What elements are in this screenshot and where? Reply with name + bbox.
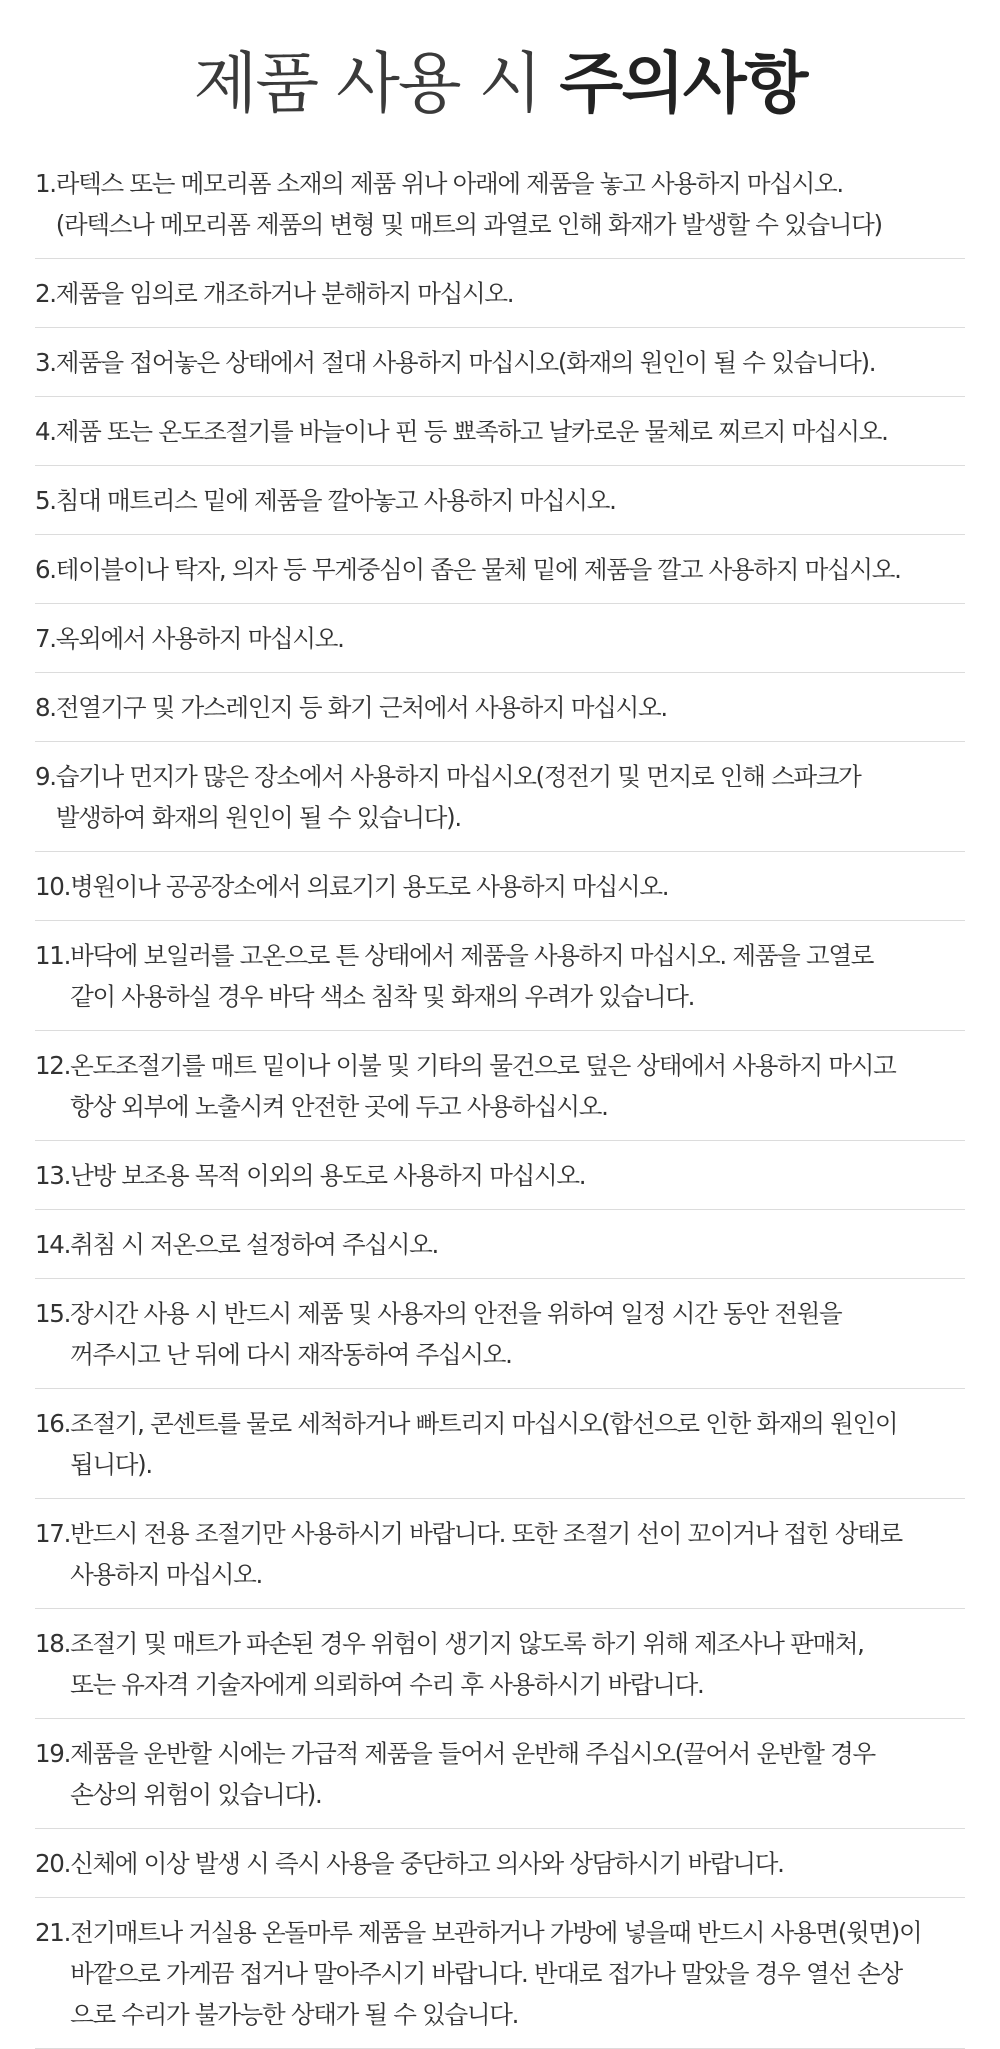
item-text [70,1513,965,1595]
item-text [70,1155,965,1196]
list-item [35,852,965,921]
list-item [35,1499,965,1609]
item-number: 21. [35,1918,71,1947]
item-text-line: 전기매트나 거실용 온돌마루 제품을 보관하거나 가방에 넣을때 반드시 사용면(윗면)이 [70,1918,922,1947]
item-text-line: (라텍스나 메모리폼 제품의 변형 및 매트의 과열로 인해 화재가 발생할 수 있습니다) [55,210,882,239]
list-item [35,259,965,328]
item-number: 20. [35,1849,71,1878]
list-item [35,149,965,259]
list-item [35,535,965,604]
item-text-line: 옥외에서 사용하지 마십시오. [55,624,344,653]
item-text-line: 온도조절기를 매트 밑이나 이불 및 기타의 물건으로 덮은 상태에서 사용하지 마시고 [70,1051,896,1080]
list-item [35,328,965,397]
list-item [35,1141,965,1210]
item-text-line: 조절기 및 매트가 파손된 경우 위험이 생기지 않도록 하기 위해 제조사나 판매처, [70,1629,864,1658]
item-text [70,1912,965,2035]
item-text [56,756,965,838]
list-item [35,1719,965,1829]
item-number: 17. [35,1519,71,1548]
list-item [35,1898,965,2049]
item-text [70,1224,965,1265]
page-title [35,0,965,130]
item-text [56,618,965,659]
item-number: 19. [35,1739,71,1768]
item-text-line: 반드시 전용 조절기만 사용하시기 바랍니다. 또한 조절기 선이 꼬이거나 접힌 상태로 [70,1519,902,1548]
list-item [35,1829,965,1898]
item-text-line: 사용하지 마십시오. [70,1560,262,1589]
list-item [35,1031,965,1141]
list-item [35,397,965,466]
item-text-line: 항상 외부에 노출시켜 안전한 곳에 두고 사용하십시오. [70,1092,608,1121]
item-text-line: 바닥에 보일러를 고온으로 튼 상태에서 제품을 사용하지 마십시오. 제품을 고열로 [70,941,874,970]
item-number: 6. [35,555,56,584]
item-text-line: 제품을 임의로 개조하거나 분해하지 마십시오. [55,279,514,308]
item-number: 16. [35,1409,71,1438]
item-number: 2. [35,279,56,308]
item-text-line: 난방 보조용 목적 이외의 용도로 사용하지 마십시오. [70,1161,586,1190]
item-number: 1. [35,169,56,198]
item-number: 8. [35,693,56,722]
item-number: 18. [35,1629,71,1658]
item-text [56,480,965,521]
item-number: 14. [35,1230,71,1259]
item-text-line: 제품을 접어놓은 상태에서 절대 사용하지 마십시오(화재의 원인이 될 수 있습니다). [55,348,876,377]
item-number: 3. [35,348,56,377]
item-text-line: 제품 또는 온도조절기를 바늘이나 핀 등 뾰족하고 날카로운 물체로 찌르지 마십시오. [55,417,888,446]
item-number: 11. [35,941,71,970]
item-text-line: 병원이나 공공장소에서 의료기기 용도로 사용하지 마십시오. [70,872,669,901]
page-title-light: 제품 사용 시 [193,45,560,122]
item-number: 15. [35,1299,71,1328]
item-number: 5. [35,486,56,515]
item-text [70,1843,965,1884]
list-item [35,1279,965,1389]
list-item [35,604,965,673]
item-text-line: 전열기구 및 가스레인지 등 화기 근처에서 사용하지 마십시오. [55,693,667,722]
list-item [35,1389,965,1499]
item-text [70,935,965,1017]
item-text-line: 침대 매트리스 밑에 제품을 깔아놓고 사용하지 마십시오. [55,486,616,515]
item-text-line: 습기나 먼지가 많은 장소에서 사용하지 마십시오(정전기 및 먼지로 인해 스파크가 [55,762,861,791]
item-text [56,687,965,728]
item-text-line: 취침 시 저온으로 설정하여 주십시오. [70,1230,439,1259]
item-text [70,1403,965,1485]
item-number: 12. [35,1051,71,1080]
item-text-line: 라텍스 또는 메모리폼 소재의 제품 위나 아래에 제품을 놓고 사용하지 마십시오. [55,169,843,198]
list-item [35,1210,965,1279]
item-text [56,163,965,245]
item-text-line: 바깥으로 가게끔 접거나 말아주시기 바랍니다. 반대로 접가나 말았을 경우 열선 손상 [70,1959,902,1988]
item-text [56,342,965,383]
list-item [35,1609,965,1719]
page-title-bold: 주의사항 [559,45,807,122]
list-item [35,466,965,535]
item-text-line: 으로 수리가 불가능한 상태가 될 수 있습니다. [70,2000,519,2029]
item-number: 7. [35,624,56,653]
item-number: 9. [35,762,56,791]
item-text [56,549,965,590]
item-text-line: 제품을 운반할 시에는 가급적 제품을 들어서 운반해 주십시오(끌어서 운반할 경우 [70,1739,875,1768]
item-text [70,1293,965,1375]
item-number: 4. [35,417,56,446]
item-text-line: 조절기, 콘센트를 물로 세척하거나 빠트리지 마십시오(합선으로 인한 화재의 원인이 [70,1409,898,1438]
item-text [70,1733,965,1815]
item-text [56,411,965,452]
item-text-line: 됩니다). [70,1450,152,1479]
item-text-line: 손상의 위험이 있습니다). [70,1780,322,1809]
item-text [56,273,965,314]
list-item [35,742,965,852]
item-text-line: 신체에 이상 발생 시 즉시 사용을 중단하고 의사와 상담하시기 바랍니다. [70,1849,784,1878]
list-item [35,921,965,1031]
item-number: 13. [35,1161,71,1190]
item-text [70,1045,965,1127]
item-text-line: 또는 유자격 기술자에게 의뢰하여 수리 후 사용하시기 바랍니다. [70,1670,704,1699]
item-number: 10. [35,872,71,901]
item-text-line: 발생하여 화재의 원인이 될 수 있습니다). [55,803,461,832]
precaution-list [35,149,965,2049]
list-item [35,673,965,742]
item-text-line: 같이 사용하실 경우 바닥 색소 침착 및 화재의 우려가 있습니다. [70,982,695,1011]
item-text [70,866,965,907]
item-text-line: 테이블이나 탁자, 의자 등 무게중심이 좁은 물체 밑에 제품을 깔고 사용하지 마십시오. [55,555,901,584]
item-text [70,1623,965,1705]
item-text-line: 꺼주시고 난 뒤에 다시 재작동하여 주십시오. [70,1340,512,1369]
item-text-line: 장시간 사용 시 반드시 제품 및 사용자의 안전을 위하여 일정 시간 동안 전원을 [70,1299,842,1328]
